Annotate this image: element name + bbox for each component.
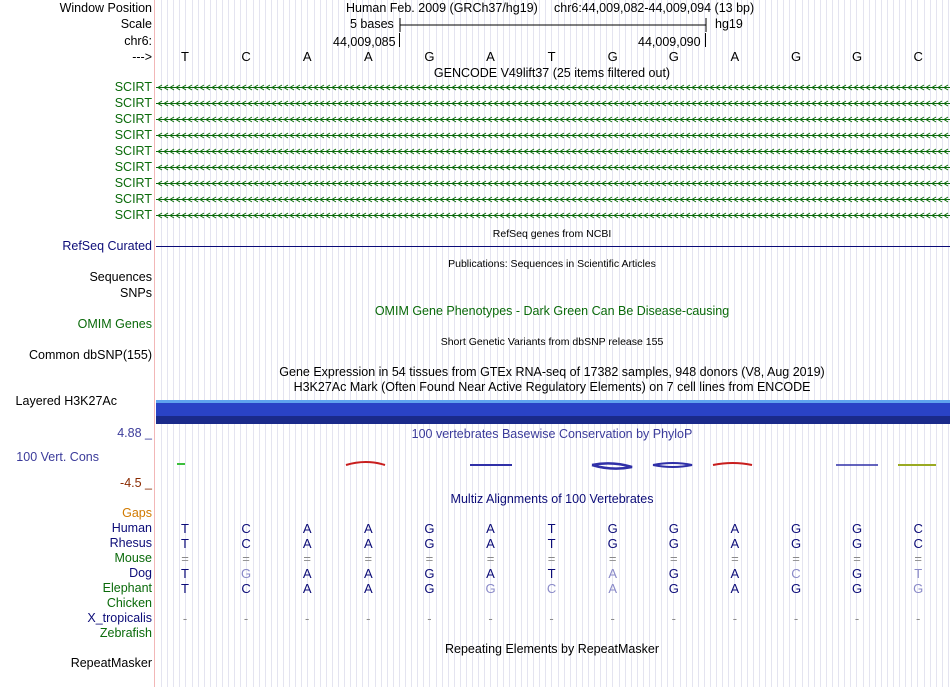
- align-elephant-base-10: A: [730, 581, 740, 596]
- align-elephant-base-2: C: [241, 581, 251, 596]
- align-rhesus-base-3: A: [302, 536, 312, 551]
- align-elephant-base-12: G: [852, 581, 863, 596]
- scirt-label-8[interactable]: SCIRT: [114, 192, 152, 206]
- scirt-transcript-3[interactable]: [156, 116, 950, 123]
- align-elephant-base-1: T: [181, 581, 189, 596]
- scale-bar-text: 5 bases: [350, 17, 394, 31]
- align-human-base-10: A: [730, 521, 740, 536]
- species-human: Human: [111, 521, 152, 535]
- scirt-label-4[interactable]: SCIRT: [114, 128, 152, 142]
- base-1: T: [181, 49, 189, 64]
- scale-db-label: hg19: [715, 17, 743, 31]
- base-9: G: [668, 49, 679, 64]
- align-dog-base-2: G: [241, 566, 252, 581]
- phylop-track-title: 100 vertebrates Basewise Conservation by PhyloP: [411, 427, 693, 441]
- sequences-label[interactable]: Sequences: [89, 270, 152, 284]
- scirt-label-5[interactable]: SCIRT: [114, 144, 152, 158]
- snps-label[interactable]: SNPs: [120, 286, 152, 300]
- align-rhesus-base-5: G: [424, 536, 435, 551]
- align-mouse-base-10: =: [731, 551, 739, 566]
- align-x-tropicalis-base-7: -: [549, 611, 554, 626]
- align-human-base-12: G: [852, 521, 863, 536]
- align-x-tropicalis-base-6: -: [488, 611, 493, 626]
- align-mouse-base-1: =: [181, 551, 189, 566]
- species-chicken: Chicken: [106, 596, 152, 610]
- species-rhesus: Rhesus: [109, 536, 152, 550]
- scale-bar: [399, 16, 711, 34]
- base-7: T: [547, 49, 556, 64]
- refseq-gene-line[interactable]: [156, 246, 950, 247]
- multiz-track-title: Multiz Alignments of 100 Vertebrates: [450, 492, 654, 506]
- align-x-tropicalis-base-2: -: [243, 611, 249, 626]
- align-dog-base-12: G: [852, 566, 863, 581]
- align-x-tropicalis-base-8: -: [610, 611, 615, 626]
- align-dog-base-9: G: [668, 566, 679, 581]
- publications-track-title: Publications: Sequences in Scientific Articles: [448, 258, 656, 270]
- scirt-transcript-2[interactable]: [156, 100, 950, 107]
- track-labels: [0, 0, 154, 687]
- align-mouse-base-12: =: [853, 551, 861, 566]
- gencode-track-title: GENCODE V49lift37 (25 items filtered out): [433, 66, 671, 80]
- align-dog-base-6: A: [486, 566, 495, 581]
- align-elephant-base-3: A: [302, 581, 312, 596]
- repeatmasker-label[interactable]: RepeatMasker: [70, 656, 152, 670]
- ruler-coord-1: 44,009,085: [333, 35, 396, 49]
- align-elephant-base-6: G: [485, 581, 496, 596]
- align-human-base-7: T: [547, 521, 556, 536]
- h3k27ac-signal[interactable]: [156, 400, 950, 424]
- align-mouse-base-5: =: [425, 551, 434, 566]
- ruler-tick-1: [399, 33, 400, 47]
- scirt-transcript-1[interactable]: [156, 84, 950, 91]
- cons-min-label: -4.5 _: [120, 476, 152, 490]
- align-elephant-base-5: G: [424, 581, 435, 596]
- align-human-base-3: A: [302, 521, 312, 536]
- phylop-signal[interactable]: [156, 455, 950, 475]
- align-x-tropicalis-base-3: -: [305, 611, 310, 626]
- vert-cons-label[interactable]: 100 Vert. Cons: [16, 450, 99, 464]
- strand-toggle[interactable]: --->: [132, 50, 152, 64]
- base-10: A: [730, 49, 740, 64]
- species-mouse: Mouse: [114, 551, 152, 565]
- scirt-transcript-7[interactable]: [156, 180, 950, 187]
- align-mouse-base-13: =: [914, 551, 922, 566]
- align-x-tropicalis-base-4: -: [366, 611, 371, 626]
- base-3: A: [302, 49, 312, 64]
- align-rhesus-base-9: G: [668, 536, 679, 551]
- align-x-tropicalis-base-5: -: [427, 611, 432, 626]
- align-rhesus-base-8: G: [607, 536, 618, 551]
- align-rhesus-base-7: T: [547, 536, 556, 551]
- repeatmasker-track-title: Repeating Elements by RepeatMasker: [444, 642, 660, 656]
- align-elephant-base-13: G: [913, 581, 924, 596]
- label-divider: [154, 0, 155, 687]
- align-human-base-5: G: [424, 521, 435, 536]
- align-human-base-11: G: [790, 521, 802, 536]
- align-mouse-base-6: =: [486, 551, 495, 566]
- align-elephant-base-7: C: [546, 581, 557, 596]
- align-mouse-base-3: =: [303, 551, 311, 566]
- align-x-tropicalis-base-11: -: [793, 611, 799, 626]
- species-elephant: Elephant: [102, 581, 152, 595]
- scirt-transcript-6[interactable]: [156, 164, 950, 171]
- assembly-title: Human Feb. 2009 (GRCh37/hg19): [346, 1, 538, 15]
- base-13: C: [913, 49, 923, 64]
- gaps-label: Gaps: [122, 506, 152, 520]
- align-mouse-base-2: =: [242, 551, 250, 566]
- align-elephant-base-11: G: [790, 581, 802, 596]
- scirt-label-2[interactable]: SCIRT: [114, 96, 152, 110]
- omim-genes-label[interactable]: OMIM Genes: [77, 317, 152, 331]
- align-human-base-6: A: [486, 521, 495, 536]
- scirt-transcript-4[interactable]: [156, 132, 950, 139]
- align-rhesus-base-10: A: [730, 536, 740, 551]
- position-readout: chr6:44,009,082-44,009,094 (13 bp): [554, 1, 755, 15]
- scirt-transcript-8[interactable]: [156, 196, 950, 203]
- align-dog-base-5: G: [424, 566, 435, 581]
- scirt-transcript-9[interactable]: [156, 212, 950, 219]
- species-zebrafish: Zebrafish: [99, 626, 152, 640]
- align-human-base-2: C: [241, 521, 251, 536]
- scirt-transcript-5[interactable]: [156, 148, 950, 155]
- align-mouse-base-7: =: [547, 551, 556, 566]
- align-dog-base-4: A: [363, 566, 373, 581]
- omim-track-title: OMIM Gene Phenotypes - Dark Green Can Be Disease-causing: [374, 304, 730, 318]
- align-rhesus-base-13: C: [913, 536, 923, 551]
- base-2: C: [241, 49, 251, 64]
- align-human-base-1: T: [181, 521, 189, 536]
- align-dog-base-13: T: [914, 566, 923, 581]
- align-human-base-4: A: [363, 521, 373, 536]
- scirt-label-6[interactable]: SCIRT: [114, 160, 152, 174]
- scirt-label-1[interactable]: SCIRT: [114, 80, 152, 94]
- align-human-base-9: G: [668, 521, 679, 536]
- align-rhesus-base-11: G: [790, 536, 802, 551]
- align-dog-base-3: A: [302, 566, 312, 581]
- align-dog-base-7: T: [547, 566, 556, 581]
- base-5: G: [424, 49, 435, 64]
- align-x-tropicalis-base-13: -: [916, 611, 921, 626]
- base-4: A: [363, 49, 373, 64]
- base-11: G: [790, 49, 802, 64]
- align-x-tropicalis-base-9: -: [671, 611, 676, 626]
- track-display[interactable]: [156, 0, 950, 687]
- ruler-tick-2: [705, 33, 706, 47]
- align-x-tropicalis-base-12: -: [854, 611, 860, 626]
- align-human-base-13: C: [913, 521, 923, 536]
- base-6: A: [486, 49, 495, 64]
- common-dbsnp-label[interactable]: Common dbSNP(155): [29, 348, 152, 362]
- layered-h3k27ac-label[interactable]: Layered H3K27Ac: [15, 394, 117, 408]
- align-mouse-base-11: =: [792, 551, 800, 566]
- window-position-label: Window Position: [59, 1, 152, 15]
- base-8: G: [607, 49, 618, 64]
- align-mouse-base-9: =: [670, 551, 678, 566]
- align-mouse-base-8: =: [608, 551, 617, 566]
- scirt-label-9[interactable]: SCIRT: [114, 208, 152, 222]
- align-x-tropicalis-base-10: -: [732, 611, 738, 626]
- align-rhesus-base-4: A: [363, 536, 373, 551]
- align-rhesus-base-1: T: [181, 536, 189, 551]
- align-dog-base-10: A: [730, 566, 740, 581]
- chr-label: chr6:: [124, 34, 152, 48]
- align-rhesus-base-2: C: [241, 536, 251, 551]
- align-elephant-base-9: G: [668, 581, 679, 596]
- align-elephant-base-8: A: [608, 581, 618, 596]
- h3k27ac-track-title: H3K27Ac Mark (Often Found Near Active Regulatory Elements) on 7 cell lines from ENCODE: [293, 380, 811, 394]
- align-dog-base-11: C: [791, 566, 801, 581]
- gtex-track-title: Gene Expression in 54 tissues from GTEx RNA-seq of 17382 samples, 948 donors (V8, Aug 2019): [279, 365, 825, 379]
- align-elephant-base-4: A: [363, 581, 373, 596]
- scale-label: Scale: [120, 17, 152, 31]
- align-human-base-8: G: [607, 521, 618, 536]
- align-rhesus-base-6: A: [486, 536, 495, 551]
- base-12: G: [852, 49, 863, 64]
- align-dog-base-8: A: [608, 566, 618, 581]
- species-dog: Dog: [129, 566, 152, 580]
- refseq-curated-label[interactable]: RefSeq Curated: [62, 239, 152, 253]
- dbsnp-track-title: Short Genetic Variants from dbSNP release 155: [440, 336, 664, 348]
- species-x-tropicalis: X_tropicalis: [87, 611, 152, 625]
- align-rhesus-base-12: G: [852, 536, 863, 551]
- cons-max-label: 4.88 _: [117, 426, 152, 440]
- refseq-track-title: RefSeq genes from NCBI: [492, 228, 612, 240]
- align-x-tropicalis-base-1: -: [182, 611, 188, 626]
- align-dog-base-1: T: [181, 566, 189, 581]
- scirt-label-7[interactable]: SCIRT: [114, 176, 152, 190]
- align-mouse-base-4: =: [364, 551, 373, 566]
- scirt-label-3[interactable]: SCIRT: [114, 112, 152, 126]
- ruler-coord-2: 44,009,090: [638, 35, 701, 49]
